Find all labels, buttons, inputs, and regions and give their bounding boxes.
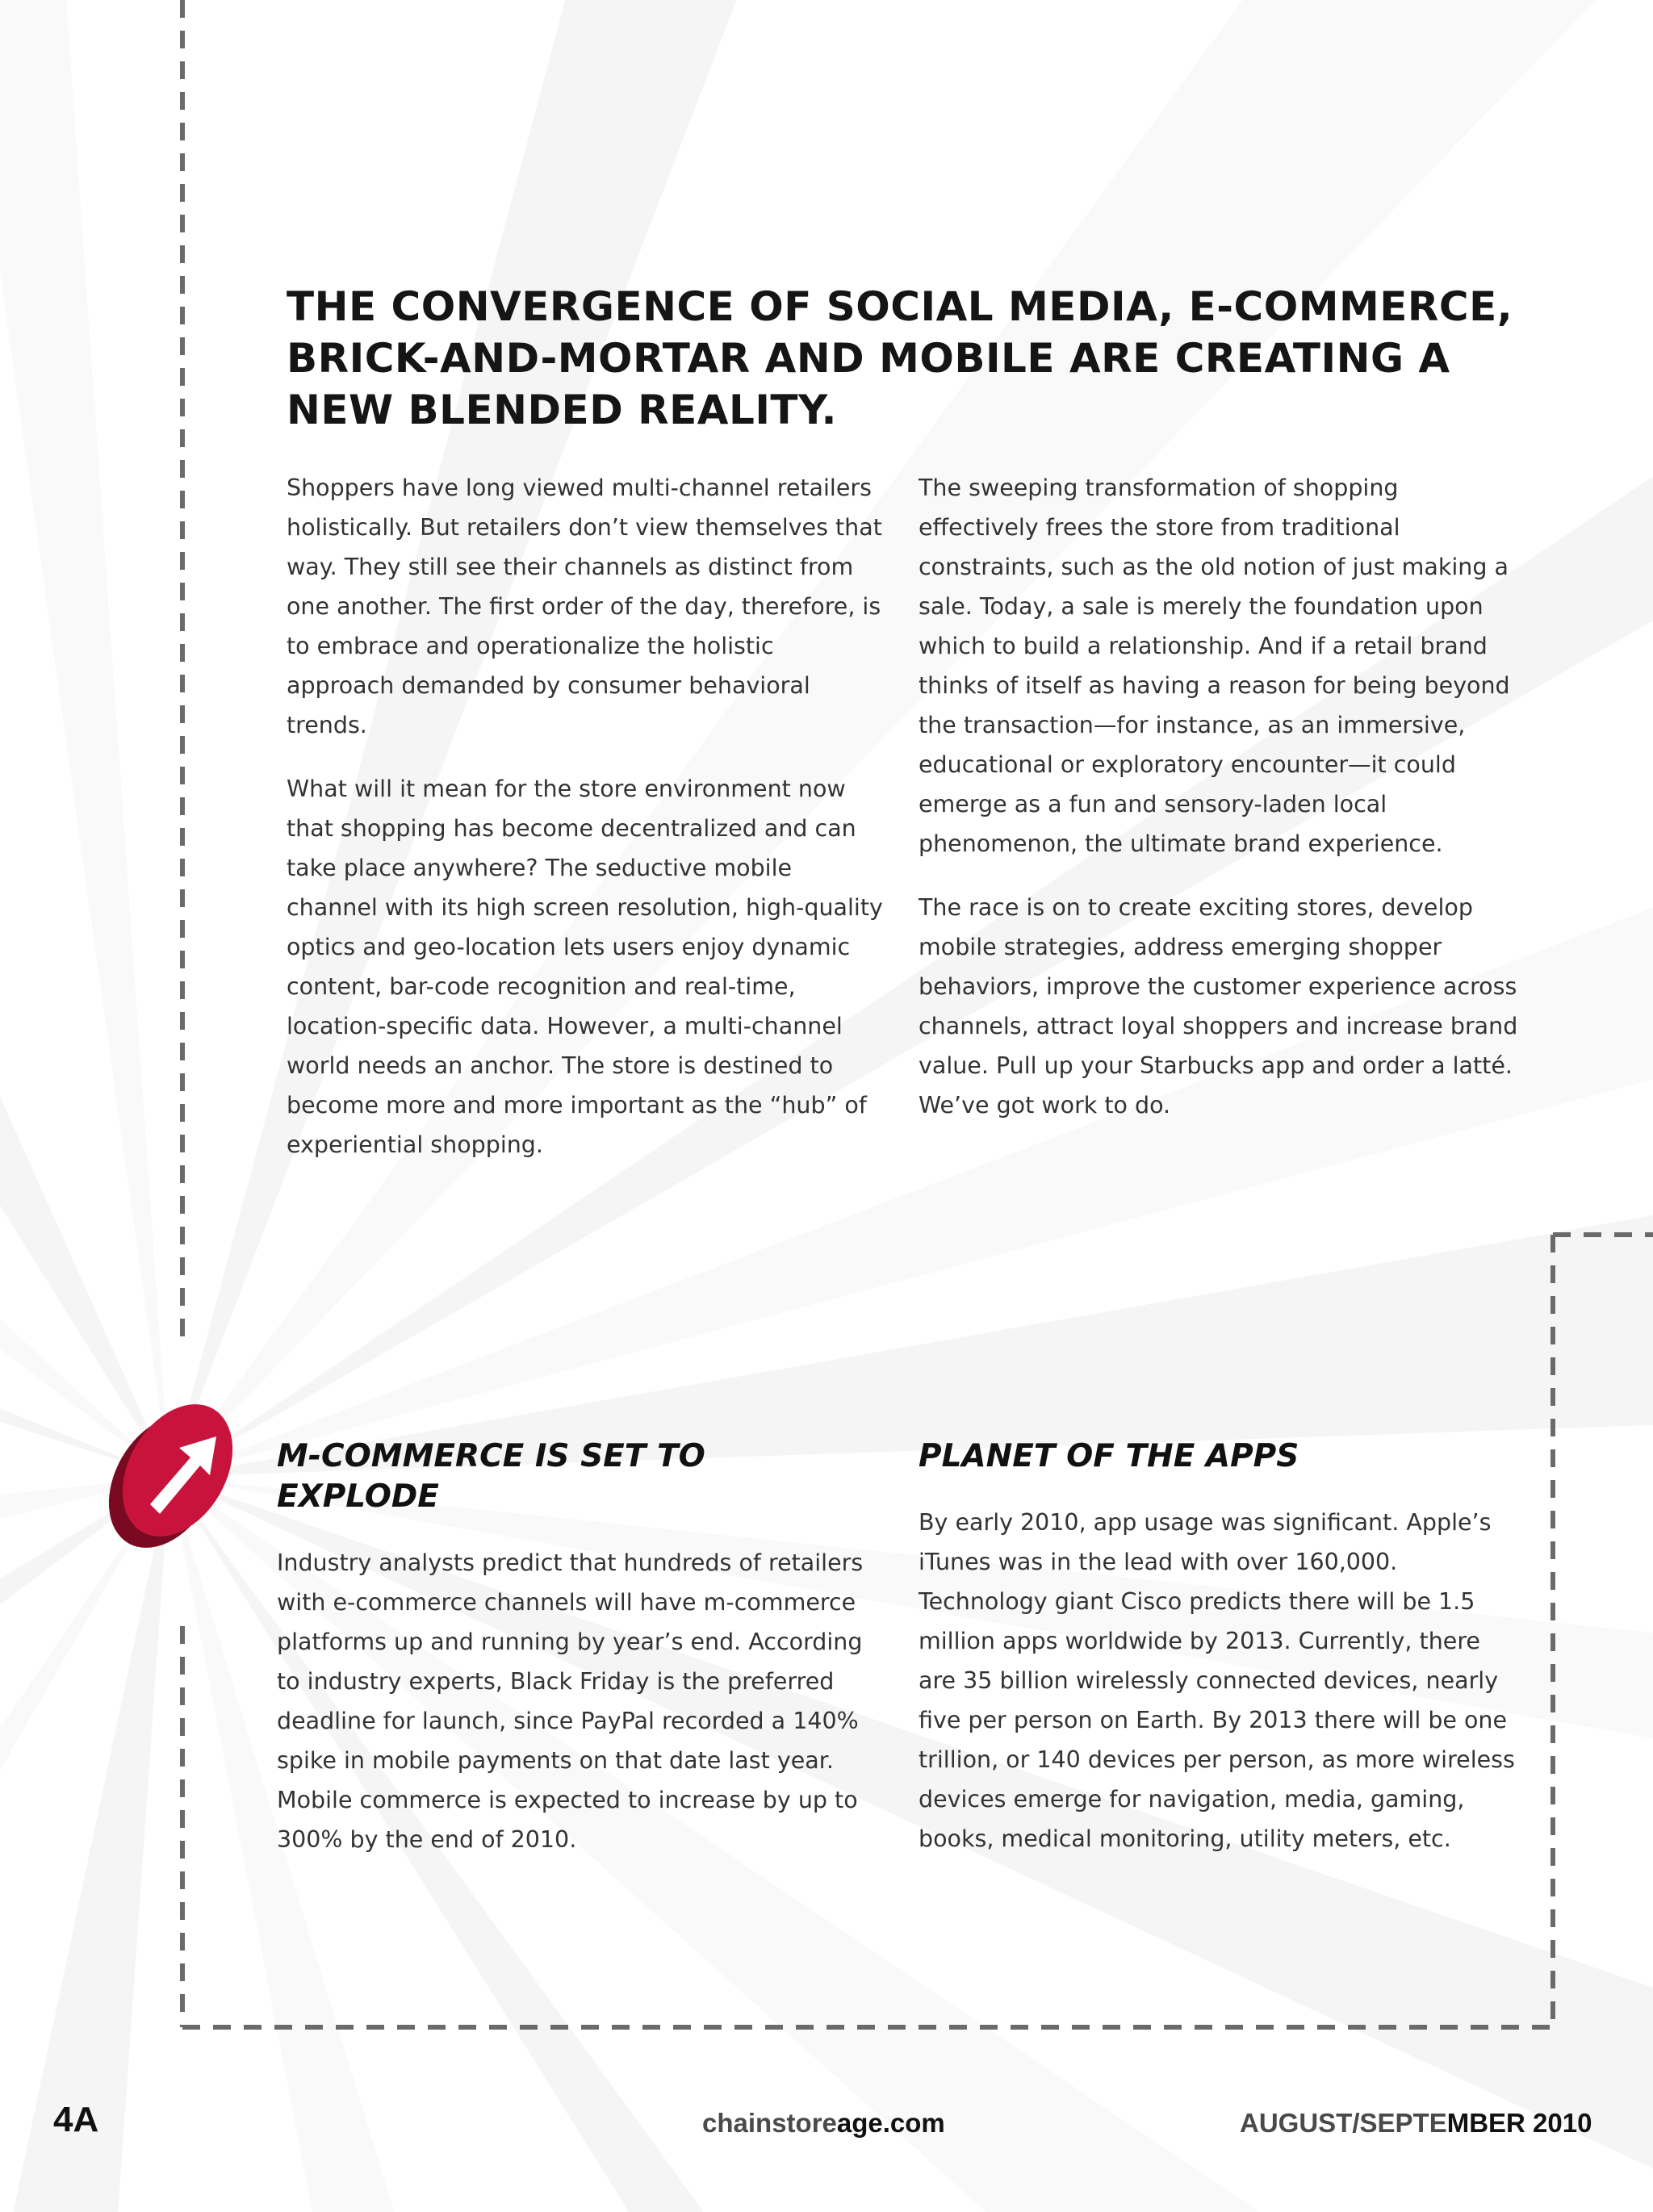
footer-date-suffix: MBER 2010 <box>1446 2108 1592 2138</box>
m-commerce-heading: M-COMMERCE IS SET TO EXPLODE <box>277 1438 705 1515</box>
footer-date-prefix: AUGUST/SEPTE <box>1240 2108 1447 2138</box>
intro-right-paragraph-1: The sweeping transformation of shopping effectively frees the store from traditional constraints, such as the old notion of just making a sale. Today, a sale is merely the foundation upon which to build a relationship. And if a retail brand thinks of itself as having a reason for being beyond the transaction—for instance, as an immersive, educational or exploratory encounter—it could emerge as a fun and sensory-laden local phenomenon, the ultimate brand experience. <box>919 475 1510 857</box>
m-commerce-section <box>277 1436 870 1884</box>
intro-left-paragraph-2: What will it mean for the store environment now that shopping has become decentralized and can take place anywhere? The seductive mobile channel with its high screen resolution, high-quality optics and geo-location lets users enjoy dynamic content, bar-code recognition and real-time, location-specific data. However, a multi-channel world needs an anchor. The store is destined to become more and more important as the “hub” of experiential shopping. <box>287 776 883 1158</box>
intro-left-column <box>287 468 884 1189</box>
footer-issue-date <box>1240 2108 1592 2139</box>
page-number: 4A <box>53 2100 99 2139</box>
planet-apps-heading: PLANET OF THE APPS <box>919 1438 1299 1474</box>
intro-left-paragraph-1: Shoppers have long viewed multi-channel retailers holistically. But retailers don’t view themselves that way. They still see their channels as distinct from one another. The first order of the day, therefore, is to embrace and operationalize the holistic approach demanded by consumer behavioral trends. <box>287 475 882 738</box>
footer-website-suffix: age.com <box>836 2108 945 2138</box>
sunburst-ray <box>0 0 169 1477</box>
footer-website <box>702 2108 945 2139</box>
intro-right-column <box>919 468 1520 1149</box>
intro-right-paragraph-2: The race is on to create exciting stores, develop mobile strategies, address emerging shopper behaviors, improve the customer experience across channels, attract loyal shoppers and increase brand value. Pull up your Starbucks app and order a latté. We’ve got work to do. <box>919 894 1518 1119</box>
planet-apps-body: By early 2010, app usage was significant. Apple’s iTunes was in the lead with over 160,000. Technology giant Cisco predicts there will be 1.5 million apps worldwide by 2013. Currently, there are 35 billion wirelessly connected devices, nearly five per person on Earth. By 2013 there will be one trillion, or 140 devices per person, as more wireless devices emerge for navigation, media, gaming, books, medical monitoring, utility meters, etc. <box>919 1509 1515 1852</box>
footer-website-prefix: chainstore <box>702 2108 837 2138</box>
m-commerce-body: Industry analysts predict that hundreds of retailers with e-commerce channels will have m-commerce platforms up and running by year’s end. According to industry experts, Black Friday is the preferred deadline for launch, since PayPal recorded a 140% spike in mobile payments on that date last year. Mobile commerce is expected to increase by up to 300% by the end of 2010. <box>277 1549 864 1853</box>
page-headline: THE CONVERGENCE OF SOCIAL MEDIA, E-COMMERCE, BRICK-AND-MORTAR AND MOBILE ARE CREATING A NEW BLENDED REALITY. <box>287 283 1513 433</box>
planet-apps-section <box>919 1436 1520 1883</box>
